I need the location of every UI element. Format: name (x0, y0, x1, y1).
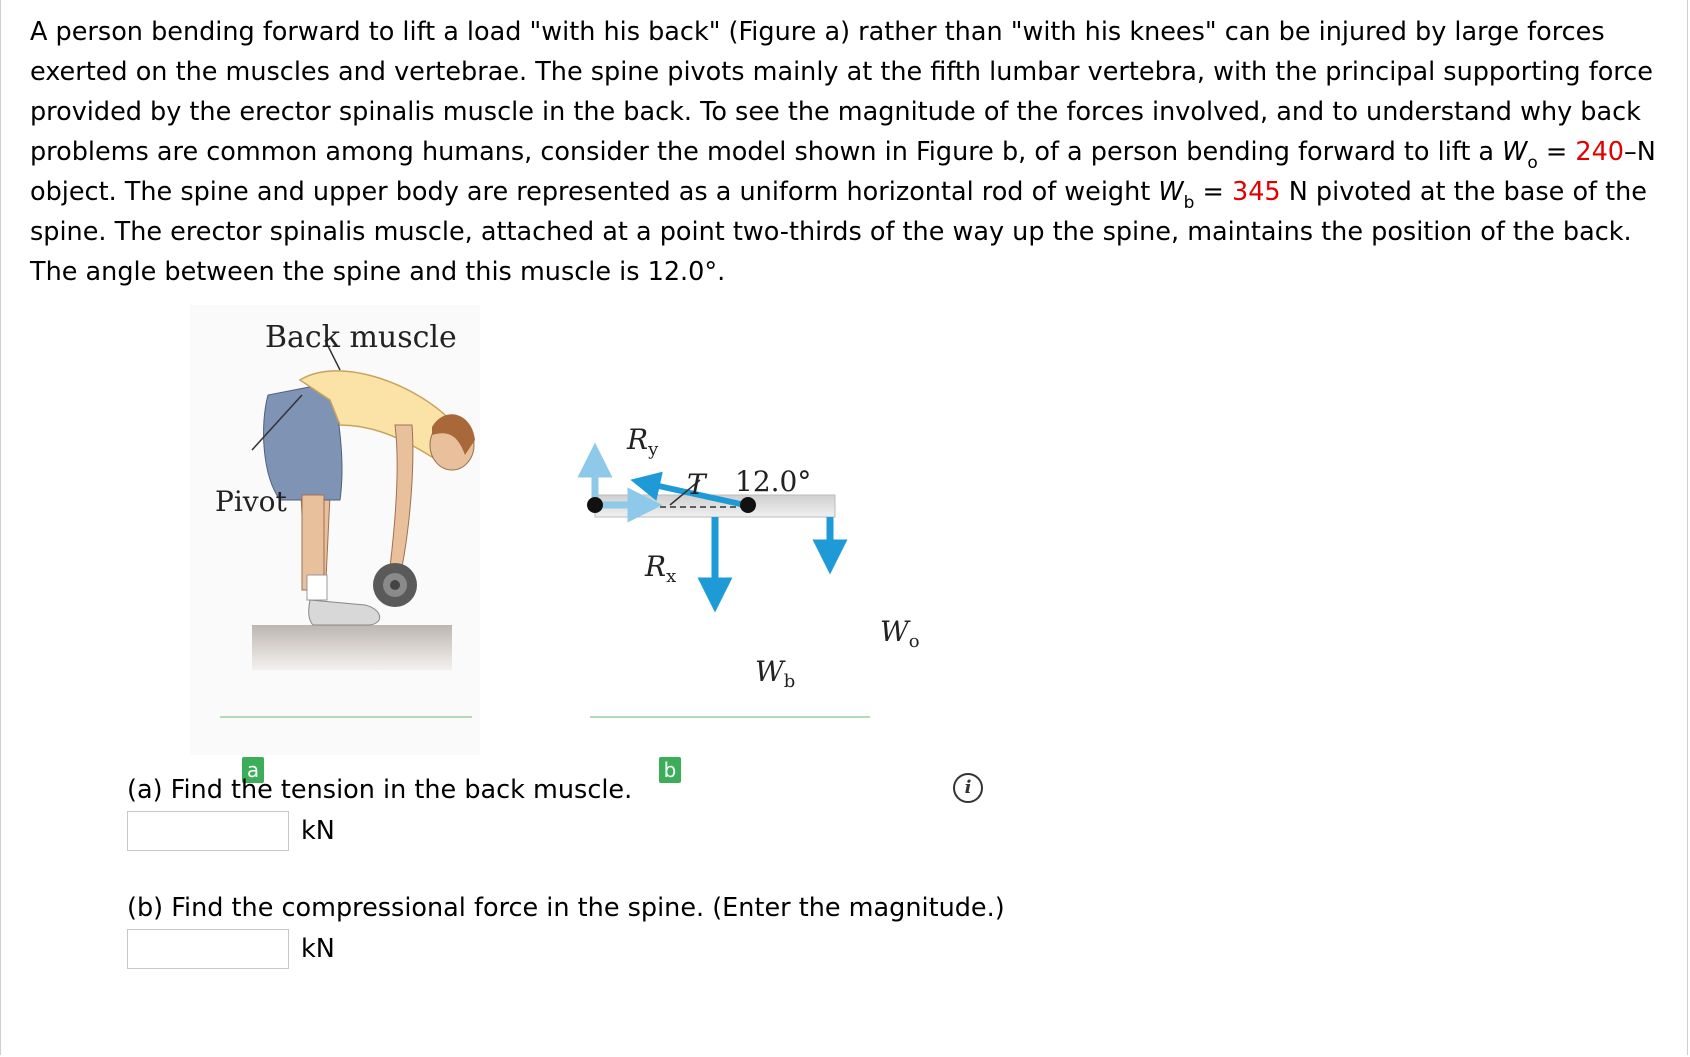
angle-label: 12.0° (735, 465, 812, 498)
back-muscle-label: Back muscle (265, 320, 457, 355)
answer-b-unit: kN (301, 934, 335, 964)
answer-a-input[interactable] (127, 811, 289, 851)
pivot-dot (587, 497, 603, 513)
tension-label: T (687, 468, 706, 501)
figure-a-tag: a (242, 757, 264, 783)
answer-row-a (127, 811, 335, 851)
attach-dot (740, 497, 756, 513)
problem-text-2: –N object. The spine and upper body are represented as a uniform horizontal rod of weight (30, 137, 1656, 207)
wb-label: $W_b$ (755, 655, 796, 692)
floor (252, 625, 452, 670)
wo-label: $W_o$ (880, 615, 920, 652)
question-b: (b) Find the compressional force in the spine. (Enter the magnitude.) (127, 893, 1005, 923)
wb-value: 345 (1231, 177, 1281, 207)
problem-text-3: N pivoted at the base of the spine. The erector spinalis muscle, attached at a point two-thirds of the way up the spine, maintains the position of the back. The angle between the spine and this muscle is 12.0°. (30, 177, 1647, 287)
answer-b-input[interactable] (127, 929, 289, 969)
figure-b-tag: b (659, 757, 681, 783)
wb-symbol: $W_b$ (1158, 177, 1195, 213)
equals-sign: = (1194, 177, 1232, 207)
answer-row-b (127, 929, 335, 969)
pivot-label: Pivot (215, 485, 287, 518)
answer-a-unit: kN (301, 816, 335, 846)
wo-symbol: $W_o$ (1502, 137, 1538, 173)
rx-label: $R_x$ (645, 550, 677, 587)
question-a: (a) Find the tension in the back muscle. (127, 775, 633, 805)
ry-label: $R_y$ (627, 423, 659, 460)
figure-drawing (190, 305, 980, 800)
equals-sign: = (1537, 137, 1576, 167)
problem-statement (30, 12, 1670, 292)
figure (190, 305, 980, 800)
problem-text-1: A person bending forward to lift a load "with his back" (Figure a) rather than "with his knees" can be injured by large forces exerted on the muscles and vertebrae. The spine pivots mainly at the fifth lumbar vertebra, with the principal supporting force provided by the erector spinalis muscle in the back. To see the magnitude of the forces involved, and to understand why back problems are common among humans, consider the model shown in Figure b, of a person bending forward to lift a (30, 17, 1653, 167)
info-icon[interactable]: i (953, 773, 983, 803)
wo-value: 240 (1575, 137, 1625, 167)
